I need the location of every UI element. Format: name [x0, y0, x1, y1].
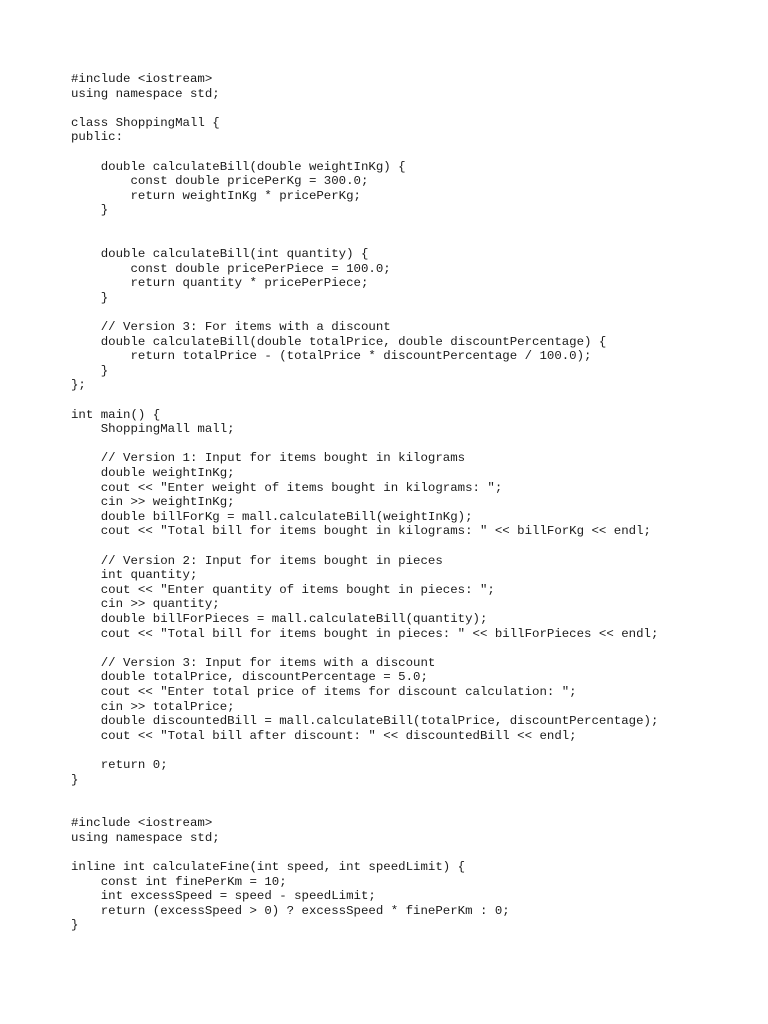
- code-line: [71, 743, 658, 758]
- code-line: public:: [71, 130, 124, 145]
- code-line: double billForPieces = mall.calculateBill(quantity);: [71, 611, 488, 626]
- code-line: // Version 2: Input for items bought in pieces: [71, 553, 443, 568]
- code-line: double calculateBill(double totalPrice, double discountPercentage) {: [71, 334, 607, 349]
- code-line: double weightInKg;: [71, 466, 235, 481]
- code-line: [71, 306, 658, 321]
- code-line: double calculateBill(int quantity) {: [71, 247, 369, 262]
- code-line: class ShoppingMall {: [71, 115, 220, 130]
- code-line: using namespace std;: [71, 830, 220, 845]
- code-line: inline int calculateFine(int speed, int speedLimit) {: [71, 860, 466, 875]
- code-line: double discountedBill = mall.calculateBill(totalPrice, discountPercentage);: [71, 714, 659, 729]
- code-line: [71, 845, 658, 860]
- code-line: cin >> quantity;: [71, 597, 220, 612]
- code-line: using namespace std;: [71, 86, 220, 101]
- code-line: const double pricePerPiece = 100.0;: [71, 261, 391, 276]
- code-line: #include <iostream>: [71, 72, 213, 86]
- code-line: int quantity;: [71, 568, 198, 583]
- code-line: return 0;: [71, 757, 168, 772]
- code-line: // Version 3: Input for items with a discount: [71, 655, 436, 670]
- code-line: cout << "Total bill after discount: " << discountedBill << endl;: [71, 728, 577, 743]
- code-block: [71, 72, 658, 933]
- code-line: cout << "Enter quantity of items bought in pieces: ";: [71, 582, 495, 597]
- code-line: [71, 802, 658, 817]
- code-line: [71, 233, 658, 248]
- code-line: }: [71, 203, 109, 218]
- code-line: const double pricePerKg = 300.0;: [71, 174, 369, 189]
- code-line: [71, 101, 658, 116]
- code-line: }: [71, 363, 109, 378]
- code-line: cout << "Enter weight of items bought in kilograms: ";: [71, 480, 503, 495]
- code-line: double calculateBill(double weightInKg) {: [71, 159, 406, 174]
- code-line: };: [71, 378, 86, 393]
- code-line: int main() {: [71, 407, 161, 422]
- code-line: return quantity * pricePerPiece;: [71, 276, 369, 291]
- code-line: const int finePerKm = 10;: [71, 874, 287, 889]
- code-line: [71, 218, 658, 233]
- code-line: return (excessSpeed > 0) ? excessSpeed * finePerKm : 0;: [71, 903, 510, 918]
- code-line: }: [71, 772, 79, 787]
- code-line: return totalPrice - (totalPrice * discountPercentage / 100.0);: [71, 349, 592, 364]
- code-line: // Version 1: Input for items bought in kilograms: [71, 451, 466, 466]
- code-line: return weightInKg * pricePerKg;: [71, 188, 361, 203]
- code-line: }: [71, 918, 79, 933]
- code-line: double totalPrice, discountPercentage = 5.0;: [71, 670, 428, 685]
- code-line: [71, 145, 658, 160]
- code-line: ShoppingMall mall;: [71, 422, 235, 437]
- code-line: cin >> totalPrice;: [71, 699, 235, 714]
- code-line: int excessSpeed = speed - speedLimit;: [71, 889, 376, 904]
- code-line: [71, 437, 658, 452]
- code-line: [71, 641, 658, 656]
- code-line: cout << "Total bill for items bought in kilograms: " << billForKg << endl;: [71, 524, 651, 539]
- code-line: }: [71, 290, 109, 305]
- code-line: cin >> weightInKg;: [71, 495, 235, 510]
- code-line: #include <iostream>: [71, 816, 213, 831]
- code-line: [71, 787, 658, 802]
- code-line: cout << "Total bill for items bought in pieces: " << billForPieces << endl;: [71, 626, 659, 641]
- code-line: [71, 539, 658, 554]
- code-line: [71, 393, 658, 408]
- code-line: cout << "Enter total price of items for discount calculation: ";: [71, 684, 577, 699]
- code-line: // Version 3: For items with a discount: [71, 320, 391, 335]
- code-line: double billForKg = mall.calculateBill(weightInKg);: [71, 509, 473, 524]
